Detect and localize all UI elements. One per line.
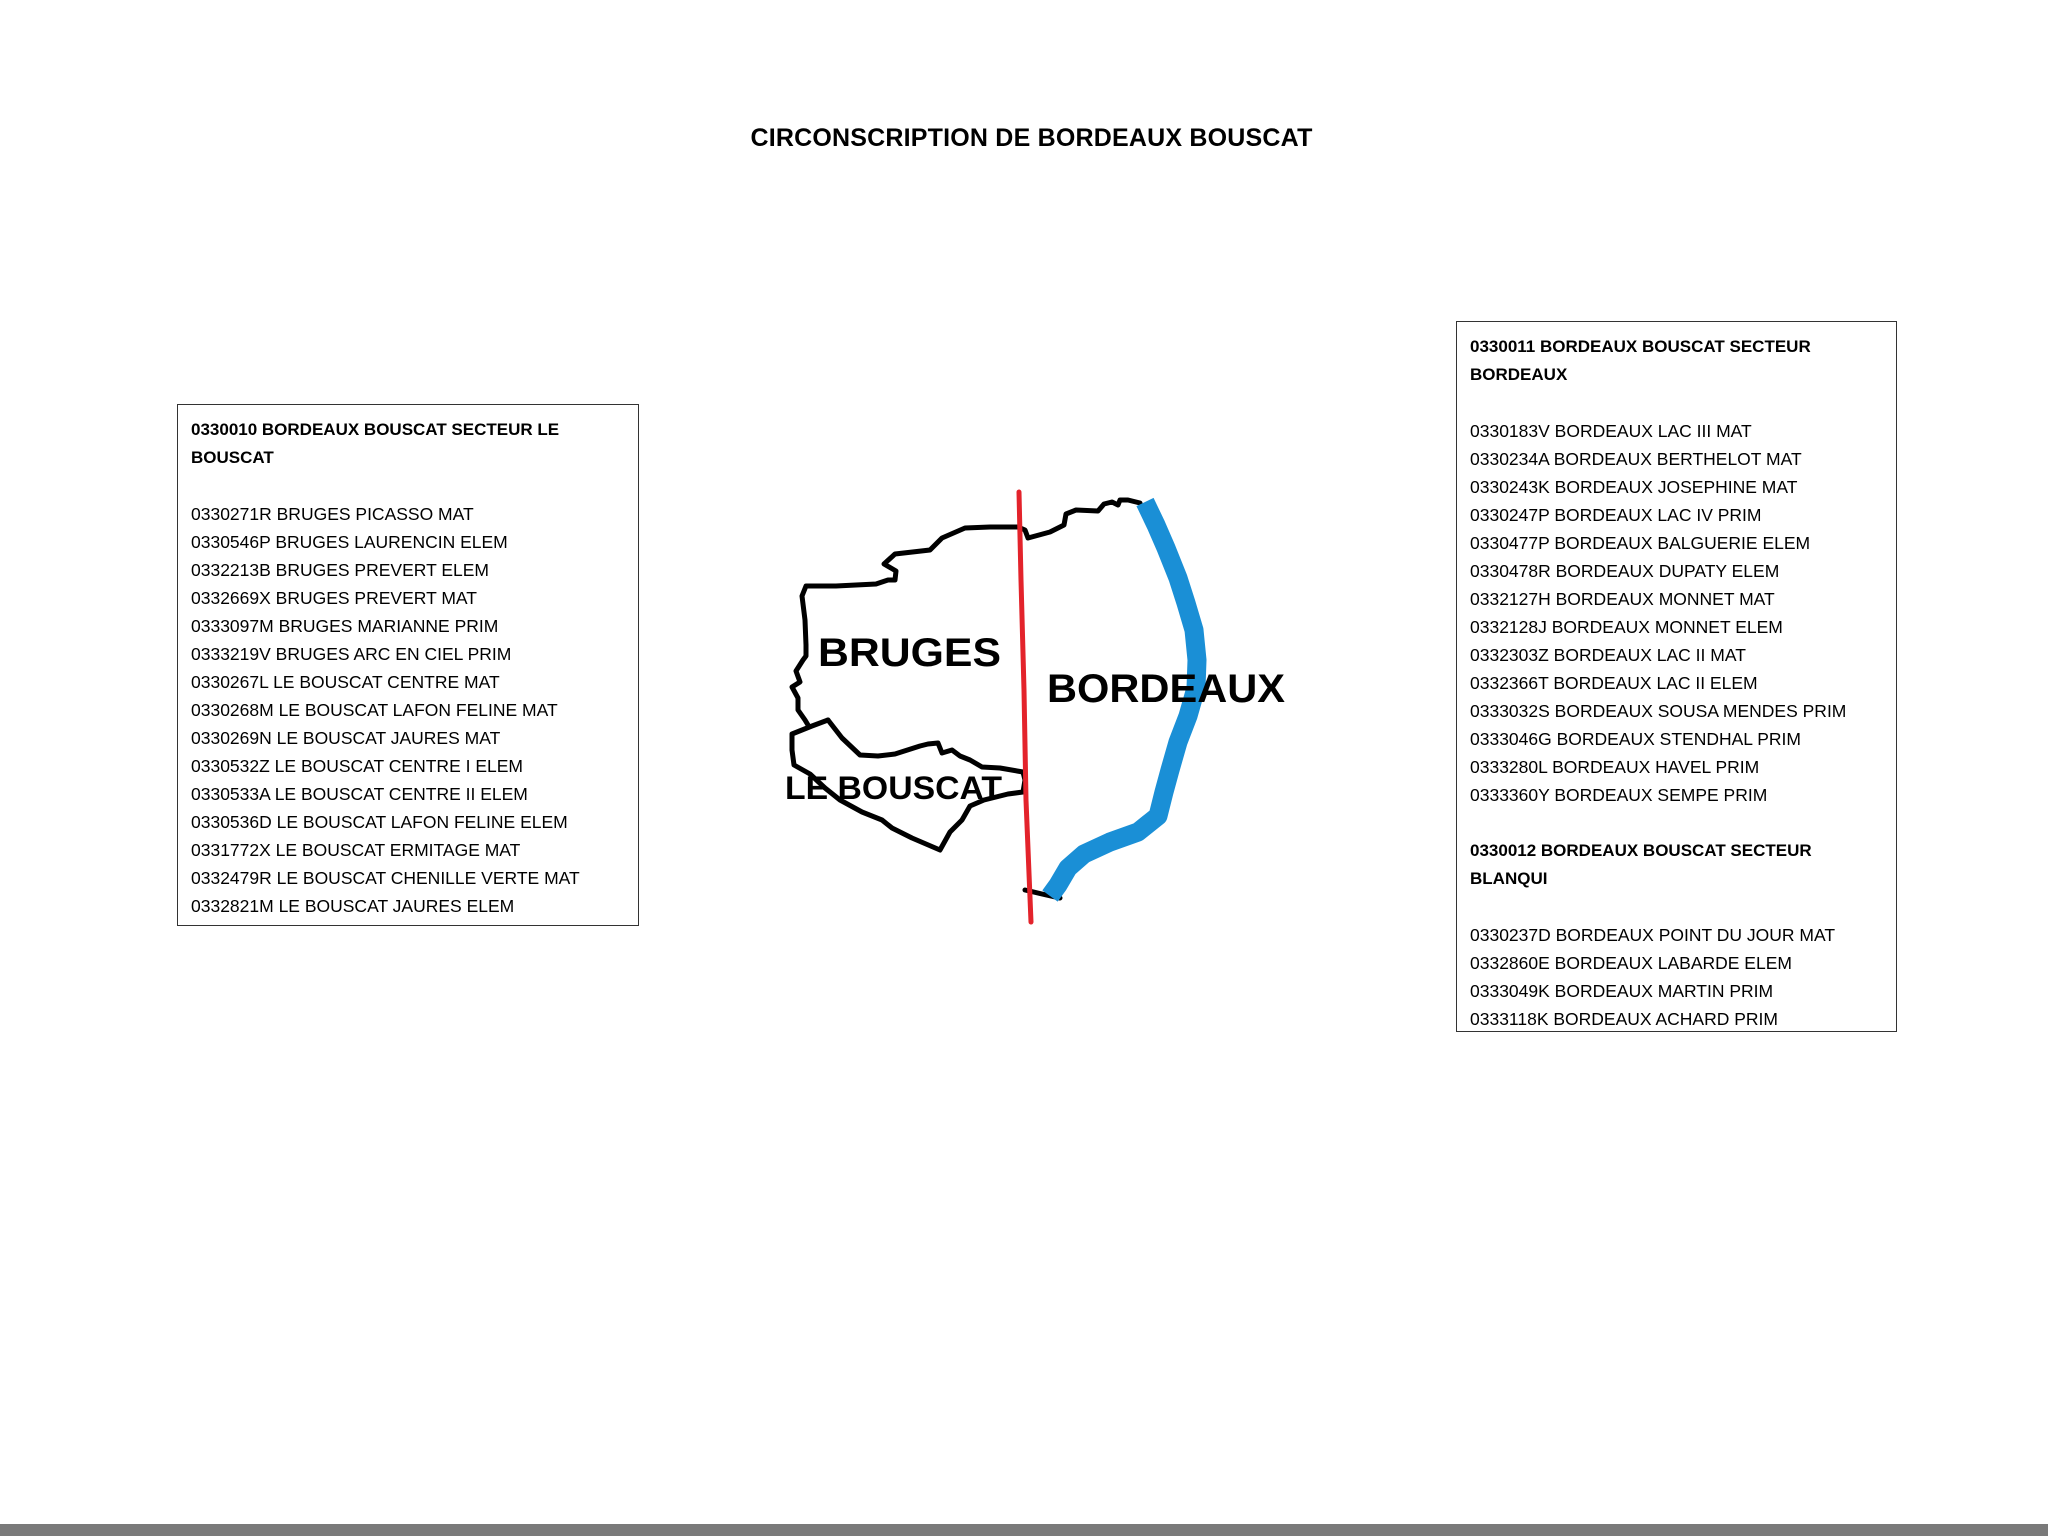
map-label-bruges: BRUGES bbox=[818, 631, 1001, 675]
school-list-bordeaux bbox=[1470, 417, 1884, 809]
school-item: 0332213B BRUGES PREVERT ELEM bbox=[191, 560, 489, 580]
school-item: 0332479R LE BOUSCAT CHENILLE VERTE MAT bbox=[191, 868, 580, 888]
bruges-boundary bbox=[792, 527, 1018, 725]
school-item: 0330247P BORDEAUX LAC IV PRIM bbox=[1470, 505, 1762, 525]
school-list-blanqui bbox=[1470, 921, 1884, 1033]
sector-box-le-bouscat bbox=[177, 404, 639, 926]
school-item: 0332366T BORDEAUX LAC II ELEM bbox=[1470, 673, 1758, 693]
sector-divider-line bbox=[1019, 492, 1031, 922]
school-item: 0333219V BRUGES ARC EN CIEL PRIM bbox=[191, 644, 512, 664]
school-item: 0333049K BORDEAUX MARTIN PRIM bbox=[1470, 981, 1774, 1001]
school-item: 0330269N LE BOUSCAT JAURES MAT bbox=[191, 728, 501, 748]
school-item: 0330533A LE BOUSCAT CENTRE II ELEM bbox=[191, 784, 528, 804]
school-item: 0332821M LE BOUSCAT JAURES ELEM bbox=[191, 896, 515, 916]
school-item: 0330267L LE BOUSCAT CENTRE MAT bbox=[191, 672, 500, 692]
sector-title-le-bouscat: 0330010 BORDEAUX BOUSCAT SECTEUR LE BOUSCAT bbox=[191, 420, 560, 467]
school-item: 0330268M LE BOUSCAT LAFON FELINE MAT bbox=[191, 700, 558, 720]
school-item: 0330237D BORDEAUX POINT DU JOUR MAT bbox=[1470, 925, 1836, 945]
school-item: 0330536D LE BOUSCAT LAFON FELINE ELEM bbox=[191, 812, 568, 832]
sector-box-bordeaux-blanqui bbox=[1456, 321, 1897, 1032]
sector-group-bordeaux bbox=[1470, 333, 1884, 809]
school-item: 0333280L BORDEAUX HAVEL PRIM bbox=[1470, 757, 1760, 777]
school-item: 0330243K BORDEAUX JOSEPHINE MAT bbox=[1470, 477, 1798, 497]
school-item: 0333360Y BORDEAUX SEMPE PRIM bbox=[1470, 785, 1768, 805]
map-label-bordeaux: BORDEAUX bbox=[1047, 667, 1286, 711]
bottom-status-bar bbox=[0, 1524, 2048, 1536]
school-item: 0330532Z LE BOUSCAT CENTRE I ELEM bbox=[191, 756, 523, 776]
school-item: 0332860E BORDEAUX LABARDE ELEM bbox=[1470, 953, 1792, 973]
school-item: 0330546P BRUGES LAURENCIN ELEM bbox=[191, 532, 508, 552]
school-list-le-bouscat bbox=[191, 500, 626, 920]
map-label-le-bouscat: LE BOUSCAT bbox=[785, 770, 1003, 806]
school-item: 0332127H BORDEAUX MONNET MAT bbox=[1470, 589, 1775, 609]
sector-title-blanqui: 0330012 BORDEAUX BOUSCAT SECTEUR BLANQUI bbox=[1470, 841, 1812, 888]
school-item: 0333046G BORDEAUX STENDHAL PRIM bbox=[1470, 729, 1801, 749]
sector-title-bordeaux: 0330011 BORDEAUX BOUSCAT SECTEUR BORDEAUX bbox=[1470, 337, 1811, 384]
school-item: 0330183V BORDEAUX LAC III MAT bbox=[1470, 421, 1752, 441]
school-item: 0333032S BORDEAUX SOUSA MENDES PRIM bbox=[1470, 701, 1847, 721]
school-item: 0331772X LE BOUSCAT ERMITAGE MAT bbox=[191, 840, 521, 860]
school-item: 0330271R BRUGES PICASSO MAT bbox=[191, 504, 474, 524]
circonscription-map bbox=[770, 470, 1310, 940]
school-item: 0330477P BORDEAUX BALGUERIE ELEM bbox=[1470, 533, 1811, 553]
school-item: 0330234A BORDEAUX BERTHELOT MAT bbox=[1470, 449, 1802, 469]
school-item: 0330478R BORDEAUX DUPATY ELEM bbox=[1470, 561, 1780, 581]
sector-group-blanqui bbox=[1470, 837, 1884, 1033]
school-item: 0332303Z BORDEAUX LAC II MAT bbox=[1470, 645, 1746, 665]
bruges-le-bouscat-boundary bbox=[828, 720, 1023, 772]
school-item: 0332128J BORDEAUX MONNET ELEM bbox=[1470, 617, 1783, 637]
school-item: 0333097M BRUGES MARIANNE PRIM bbox=[191, 616, 499, 636]
bordeaux-north-boundary bbox=[1018, 500, 1140, 538]
map-svg bbox=[770, 470, 1310, 940]
page-title: CIRCONSCRIPTION DE BORDEAUX BOUSCAT bbox=[750, 124, 1313, 152]
school-item: 0332669X BRUGES PREVERT MAT bbox=[191, 588, 477, 608]
school-item: 0333118K BORDEAUX ACHARD PRIM bbox=[1470, 1009, 1778, 1029]
